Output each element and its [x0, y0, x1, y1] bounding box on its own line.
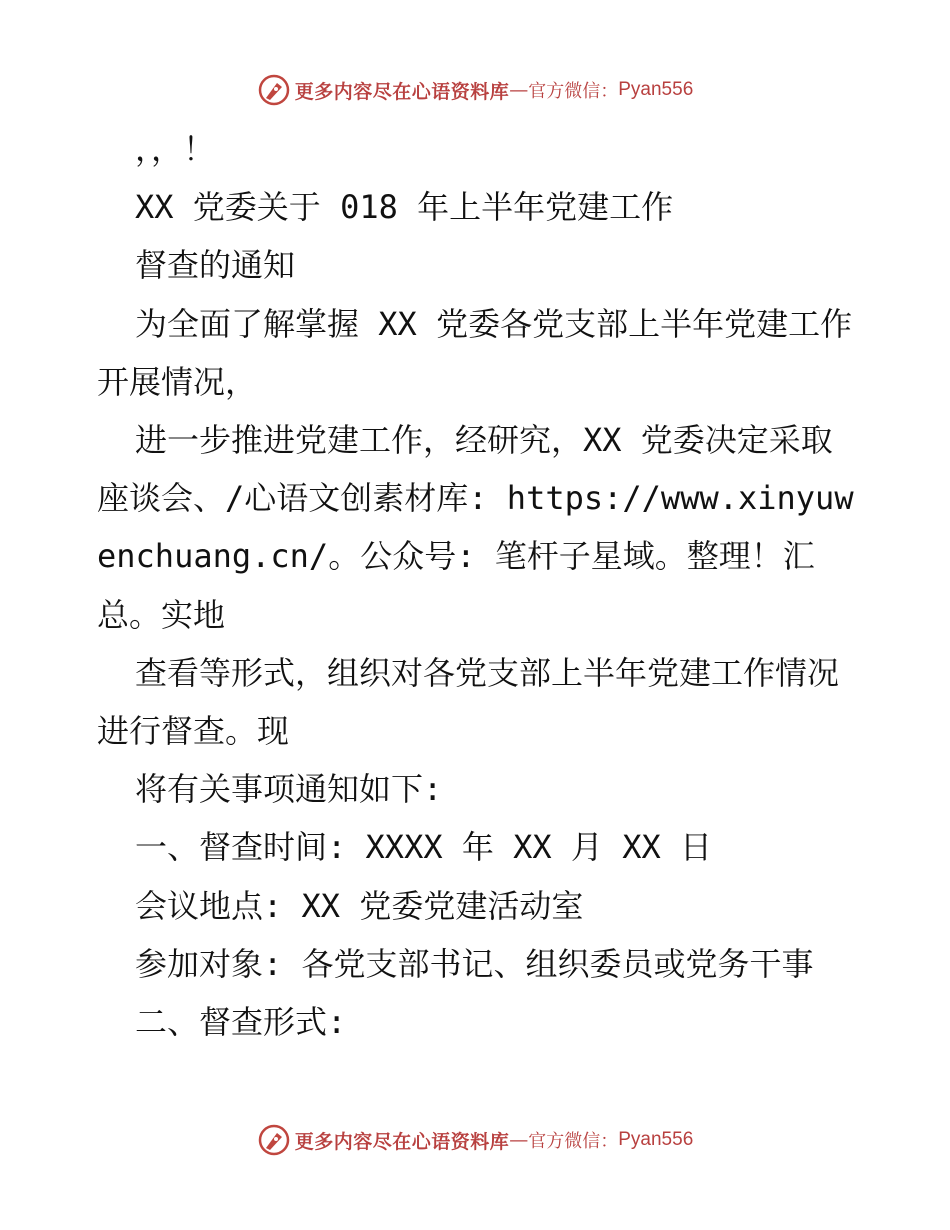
doc-paragraph-3: 查看等形式，组织对各党支部上半年党建工作情况进行督查。现	[97, 653, 840, 751]
doc-item-format: 二、督查形式:	[135, 1003, 347, 1042]
watermark-contact-id: Pyan556	[618, 1129, 694, 1150]
watermark-dash: —	[509, 1129, 529, 1151]
watermark-contact-id: Pyan556	[618, 79, 694, 100]
watermark-contact-label: 官方微信：	[528, 1131, 619, 1152]
watermark-header	[0, 70, 950, 110]
watermark-text: 更多内容尽在心语资料库	[294, 80, 510, 103]
doc-item-participants: 参加对象: 各党支部书记、组织委员或党务干事	[135, 944, 814, 983]
pen-nib-logo-icon	[257, 1123, 291, 1157]
watermark-dash: —	[509, 79, 529, 101]
doc-title-line-1: XX 党委关于 018 年上半年党建工作	[135, 188, 674, 227]
pen-nib-logo-icon	[257, 73, 291, 107]
watermark-text: 更多内容尽在心语资料库	[294, 1130, 510, 1153]
doc-paragraph-4: 将有关事项通知如下:	[135, 770, 443, 809]
doc-title-line-2: 督查的通知	[135, 246, 296, 285]
doc-line-punct: ，，！	[135, 130, 216, 168]
watermark-footer	[0, 1120, 950, 1160]
doc-item-location: 会议地点: XX 党委党建活动室	[135, 886, 584, 925]
doc-item-time: 一、督查时间: XXXX 年 XX 月 XX 日	[135, 828, 712, 867]
document-body	[97, 120, 857, 1051]
watermark-contact-label: 官方微信：	[528, 81, 619, 102]
doc-paragraph-1: 为全面了解掌握 XX 党委各党支部上半年党建工作开展情况，	[97, 304, 853, 401]
doc-paragraph-2: 进一步推进党建工作，经研究，XX 党委决定采取座谈会、/心语文创素材库: https://www.xinyuwenchuang.cn/。公众号: 笔杆子星域。整理！汇总。实地	[97, 421, 854, 634]
